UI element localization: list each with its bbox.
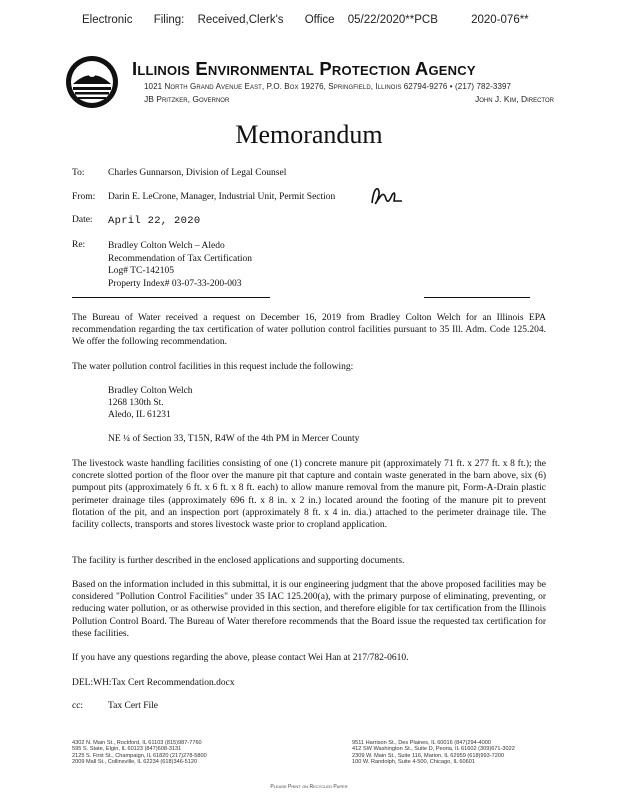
paragraph-facility-description: The livestock waste handling facilities consisting of one (1) concrete manure pit (approximately 71 ft. x 277 ft. x 8 ft.); the concrete slotted portion of the floor over the manure pit that capture and contain waste generated in the barn above, six (6) pumpout pits (approximately 6 ft. x 6 ft. x 8 ft. each) to allow manure removal from the manure pit, Form-A-Drain plastic perimeter drainage tiles (approximately 696 ft. x 8 in. x 2 in.) located around the footing of the manure pit to prevent flotation of the pit, and an inspection port (approximately 8 ft. x 4 in. dia.) attached to the perimeter drainage tile. The facility collects, transports and stores livestock waste prior to cropland application. [72,459,546,531]
agency-name: Illinois Environmental Protection Agency [132,58,476,79]
to-label: To: [72,168,85,178]
footer-office: 412 SW Washington St., Suite D, Peoria, IL 61602 (309)671-3022 [352,746,515,753]
stamp-filing: Filing: [153,14,185,26]
agency-seal-icon [64,54,120,110]
initials-signature-icon [368,183,404,209]
footer-office: 100 W. Randolph, Suite 4-500, Chicago, IL 60601 [352,759,475,766]
date-label: Date: [72,215,93,225]
to-value: Charles Gunnarson, Division of Legal Counsel [108,168,287,178]
stamp-electronic: Electronic [82,14,133,26]
separator-left [72,297,270,298]
stamp-case: 2020-076** [471,14,529,26]
address-line: 1268 130th St. [108,398,164,409]
director-name: John J. Kim, Director [474,94,554,104]
re-line: Log# TC-142105 [108,266,175,276]
agency-address: 1021 North Grand Avenue East, P.O. Box 19276, Springfield, Illinois 62794-9276 • (217) 782-3397 [144,82,512,91]
applicant-address [108,385,193,422]
separator-right [424,297,530,298]
re-lines [108,240,252,290]
page-title: Memorandum [235,120,383,149]
footer-office: 595 S. State, Elgin, IL 60123 (847)608-3131 [72,746,182,753]
footer-office: 2309 W. Main St., Suite 116, Marion, IL 62959 (618)993-7200 [352,752,505,759]
footer-office: 9511 Harrison St., Des Plaines, IL 60016 (847)294-4000 [352,740,491,746]
governor-name: JB Pritzker, Governor [144,94,230,104]
paragraph-judgment: Based on the information included in this submittal, it is our engineering judgment that the above proposed facilities may be considered "Pollution Control Facilities" under 35 IAC 125.200(a), with the primary purpose of eliminating, preventing, or reducing water pollution, or as otherwise provided in this section, and therefore eligible for tax certification from the Illinois Pollution Control Board. The Bureau of Water therefore recommends that the Board issue the requested tax certification for these facilities. [72,580,546,639]
from-label: From: [72,192,96,202]
location-line: NE ¼ of Section 33, T15N, R4W of the 4th PM in Mercer County [108,434,360,444]
paragraph-contact: If you have any questions regarding the above, please contact Wei Han at 217/782-0610. [72,653,409,663]
footer-office: 2125 S. First St., Champaign, IL 61820 (217)278-5800 [72,752,207,759]
stamp-office: Office [304,14,335,26]
paragraph-enclosed: The facility is further described in the enclosed applications and supporting documents. [72,556,405,566]
stamp-date: 05/22/2020**PCB [347,14,438,26]
re-label: Re: [72,240,86,250]
paragraph-facilities-intro: The water pollution control facilities in this request include the following: [72,362,354,372]
footer-office: 4302 N. Main St., Rockford, IL 61103 (815)987-7760 [72,740,202,746]
address-line: Bradley Colton Welch [108,386,193,396]
letterhead [64,54,554,110]
reference-line: DEL:WH:Tax Cert Recommendation.docx [72,678,235,688]
re-line: Property Index# 03-07-33-200-003 [108,278,242,289]
recycled-paper-note: Please Print on Recycled Paper [270,784,348,790]
re-line: Recommendation of Tax Certification [108,253,252,264]
address-line: Aledo, IL 61231 [108,410,171,421]
from-value: Darin E. LeCrone, Manager, Industrial Unit, Permit Section [108,192,336,202]
footer-office: 2009 Mall St., Collinsville, IL 62234 (618)346-5120 [72,759,198,766]
filing-stamp [82,14,602,26]
cc-label: cc: [72,701,84,711]
footer-offices-left [72,740,207,766]
paragraph-request: The Bureau of Water received a request on December 16, 2019 from Bradley Colton Welch for an Illinois EPA recommendation regarding the tax certification of water pollution control facilities pursuant to 35 Ill. Adm. Code 125.204. We offer the following recommendation. [72,313,546,348]
re-line: Bradley Colton Welch – Aledo [108,241,225,251]
footer-offices-right [352,740,515,766]
date-value: April 22, 2020 [108,215,201,227]
stamp-received: Received,Clerk's [197,14,284,26]
cc-value: Tax Cert File [108,701,158,711]
